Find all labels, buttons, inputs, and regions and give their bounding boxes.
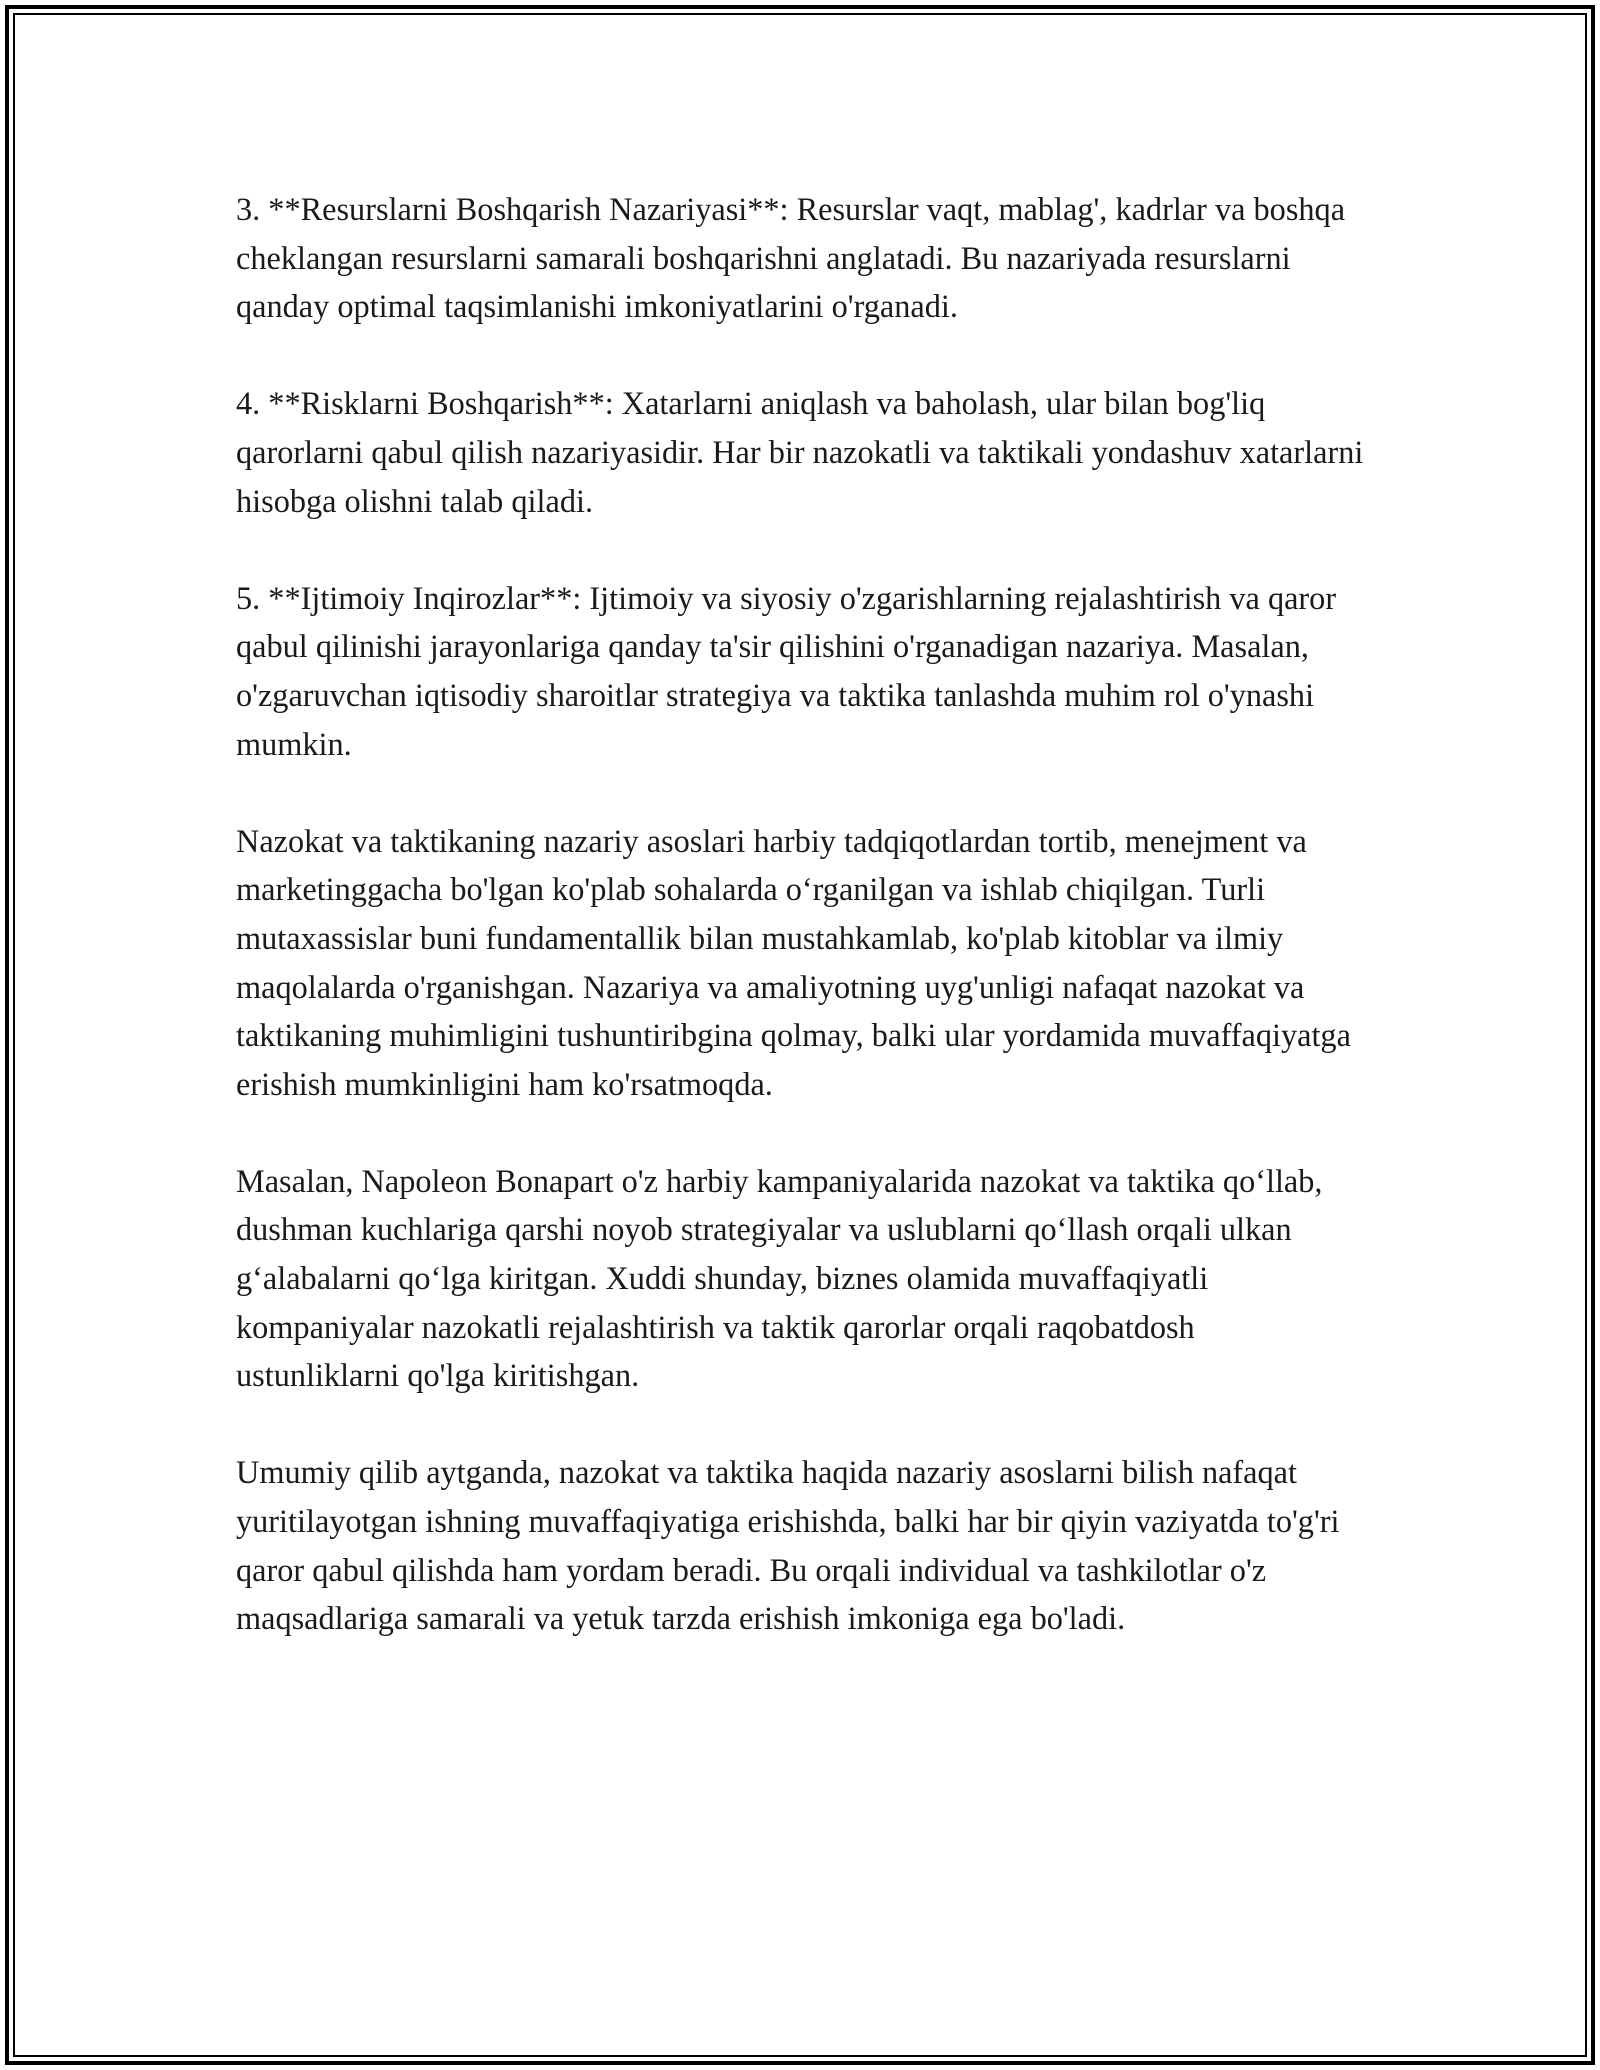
paragraph-social-crises: 5. **Ijtimoiy Inqirozlar**: Ijtimoiy va siyosiy o'zgarishlarning rejalashtirish va qaror qabul qilinishi jarayonlariga qanday ta'sir qilishini o'rganadigan nazariya. Masalan, o'zgaruvchan iqtisodiy sharoitlar strategiya va taktika tanlashda muhim rol o'ynashi mumkin. bbox=[236, 579, 1337, 762]
document-body bbox=[236, 185, 1366, 1643]
paragraph-conclusion: Umumiy qilib aytganda, nazokat va taktika haqida nazariy asoslarni bilish nafaqat yuritilayotgan ishning muvaffaqiyatiga erishishda, balki har bir qiyin vaziyatda to'g'ri qaror qabul qilishda ham yordam beradi. Bu orqali individual va tashkilotlar o'z maqsadlariga samarali va yetuk tarzda erishish imkoniga ega bo'ladi. bbox=[236, 1454, 1340, 1637]
paragraph-napoleon-example: Masalan, Napoleon Bonapart o'z harbiy kampaniyalarida nazokat va taktika qoʻllab, dushman kuchlariga qarshi noyob strategiyalar va uslublarni qoʻllash orqali ulkan gʻalabalarni qoʻlga kiritgan. Xuddi shunday, biznes olamida muvaffaqiyatli kompaniyalar nazokatli rejalashtirish va taktik qarorlar orqali raqobatdosh ustunliklarni qo'lga kiritishgan. bbox=[236, 1162, 1323, 1394]
paragraph-theoretical-foundations: Nazokat va taktikaning nazariy asoslari harbiy tadqiqotlardan tortib, menejment va marketinggacha bo'lgan ko'plab sohalarda oʻrganilgan va ishlab chiqilgan. Turli mutaxassislar buni fundamentallik bilan mustahkamlab, ko'plab kitoblar va ilmiy maqolalarda o'rganishgan. Nazariya va amaliyotning uyg'unligi nafaqat nazokat va taktikaning muhimligini tushuntiribgina qolmay, balki ular yordamida muvaffaqiyatga erishish mumkinligini ham ko'rsatmoqda. bbox=[236, 822, 1351, 1102]
paragraph-resource-management-theory: 3. **Resurslarni Boshqarish Nazariyasi**: Resurslar vaqt, mablag', kadrlar va boshqa cheklangan resurslarni samarali boshqarishni anglatadi. Bu nazariyada resurslarni qanday optimal taqsimlanishi imkoniyatlarini o'rganadi. bbox=[236, 191, 1346, 325]
paragraph-risk-management: 4. **Risklarni Boshqarish**: Xatarlarni aniqlash va baholash, ular bilan bog'liq qarorlarni qabul qilish nazariyasidir. Har bir nazokatli va taktikali yondashuv xatarlarni hisobga olishni talab qiladi. bbox=[236, 385, 1364, 519]
